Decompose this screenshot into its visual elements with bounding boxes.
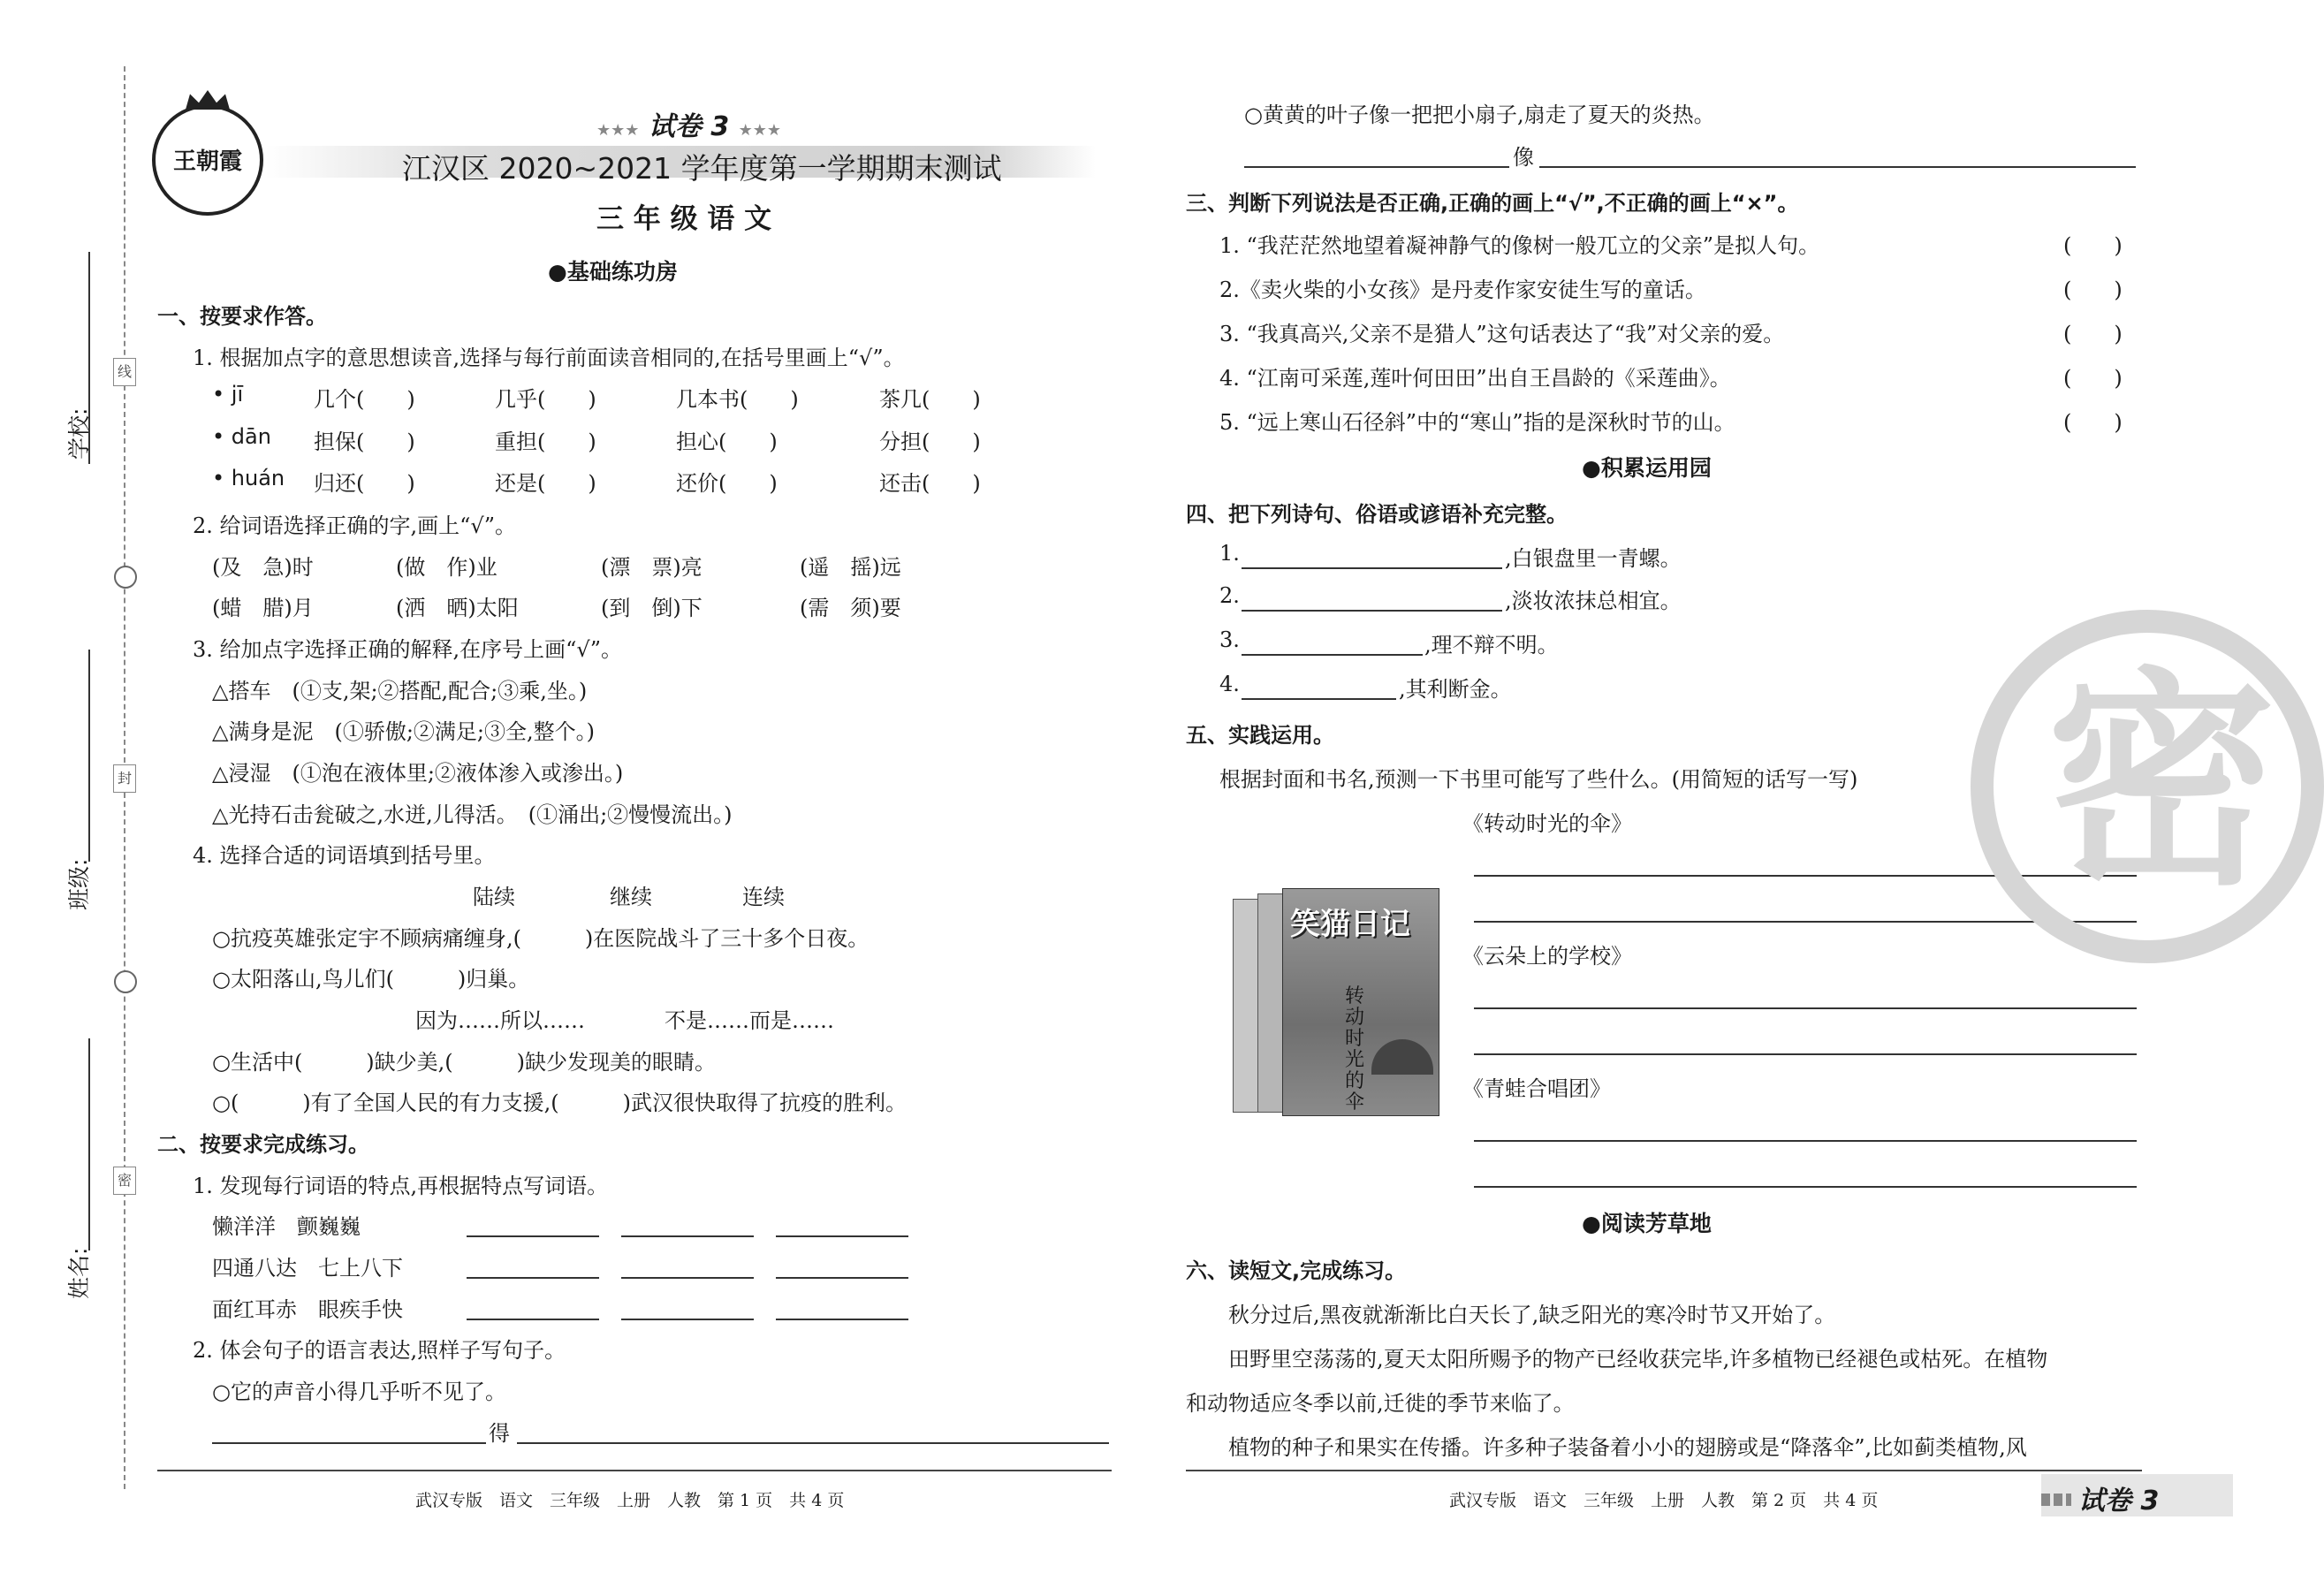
word-group: 面红耳赤 眼疾手快	[212, 1297, 403, 1322]
paper-number	[596, 104, 781, 143]
star-icon: ★★★	[738, 121, 782, 140]
star-icon: ★★★	[596, 121, 640, 140]
stamp-text: 密	[2047, 650, 2276, 916]
word-option: 陆续	[473, 885, 515, 909]
example-sentence: ○它的声音小得几乎听不见了。	[212, 1380, 506, 1404]
fill-no: 2.	[1219, 583, 1240, 608]
book-front	[1282, 888, 1439, 1116]
choice-item[interactable]: 还是( )	[495, 471, 596, 496]
fill-tail: ,白银盘里一青螺。	[1505, 546, 1682, 571]
brand-name: 王朝霞	[172, 148, 242, 175]
answer-blank[interactable]	[467, 1235, 599, 1237]
fill-sentence[interactable]: ○太阳落山,鸟儿们( )归巢。	[212, 967, 530, 992]
meaning-row[interactable]: △搭车 (①支,架;②搭配,配合;③乘,坐。)	[212, 679, 588, 703]
q5-title: 五、实践运用。	[1186, 723, 1334, 748]
paper-number-text: 试卷 3	[648, 111, 730, 142]
answer-blank[interactable]	[517, 1442, 1109, 1444]
word-group: 四通八达 七上八下	[212, 1256, 403, 1281]
name-label: 姓名:	[66, 1247, 92, 1299]
fill-no: 1.	[1219, 541, 1240, 566]
char-choice[interactable]: (做 作)业	[396, 555, 497, 580]
fill-no: 4.	[1219, 672, 1240, 696]
book-title: 《云朵上的学校》	[1462, 944, 1632, 969]
corner-label: 试卷 3	[2078, 1486, 2160, 1516]
answer-blank[interactable]	[776, 1319, 908, 1320]
fill-sentence[interactable]: ○( )有了全国人民的有力支援,( )武汉很快取得了抗疫的胜利。	[212, 1091, 908, 1115]
reading-para: 秋分过后,黑夜就渐渐比白天长了,缺乏阳光的寒冷时节又开始了。	[1228, 1303, 1836, 1327]
answer-blank[interactable]	[776, 1277, 908, 1279]
choice-item[interactable]: 几个( )	[314, 387, 415, 412]
q4-title: 四、把下列诗句、俗语或谚语补充完整。	[1186, 502, 1568, 527]
word-group: 懒洋洋 颤巍巍	[212, 1214, 361, 1239]
binding-hole-1	[114, 566, 137, 589]
de-label: 得	[489, 1421, 510, 1446]
name-field[interactable]	[88, 1038, 90, 1250]
char-choice[interactable]: (需 须)要	[800, 596, 901, 620]
q3-title: 三、判断下列说法是否正确,正确的画上“√”,不正确的画上“×”。	[1186, 191, 1799, 216]
judge-item: 1. “我茫茫然地望着凝神静气的像树一般兀立的父亲”是拟人句。	[1219, 233, 1820, 258]
word-option: 因为……所以……	[415, 1008, 585, 1033]
section-reading: ●阅读芳草地	[1582, 1211, 1712, 1236]
school-label: 学校:	[66, 407, 92, 460]
answer-blank[interactable]	[467, 1277, 599, 1279]
answer-blank[interactable]	[1539, 166, 2136, 168]
word-option: 连续	[742, 885, 785, 909]
choice-item[interactable]: 重担( )	[495, 429, 596, 454]
choice-item[interactable]: 归还( )	[314, 471, 415, 496]
q2-1-prompt: 1. 发现每行词语的特点,再根据特点写词语。	[193, 1174, 609, 1198]
meaning-row[interactable]: △光持石击瓮破之,水迸,儿得活。 (①涌出;②慢慢流出。)	[212, 802, 733, 827]
binding-hole-2	[114, 970, 137, 993]
fill-no: 3.	[1219, 627, 1240, 652]
fill-tail: ,理不辩不明。	[1424, 633, 1559, 657]
footer-rule	[1186, 1470, 2142, 1471]
choice-item[interactable]: 还击( )	[879, 471, 981, 496]
choice-item[interactable]: 担心( )	[676, 429, 778, 454]
judge-item: 2.《卖火柴的小女孩》是丹麦作家安徒生写的童话。	[1219, 277, 1706, 302]
reading-para: 和动物适应冬季以前,迁徙的季节来临了。	[1186, 1391, 1575, 1416]
q1-1-prompt: 1. 根据加点字的意思想读音,选择与每行前面读音相同的,在括号里画上“√”。	[193, 346, 905, 370]
pinyin-label: • dān	[212, 424, 271, 449]
choice-item[interactable]: 担保( )	[314, 429, 415, 454]
crown-icon	[186, 90, 230, 110]
footer-right: 武汉专版 语文 三年级 上册 人教 第 2 页 共 4 页	[1449, 1491, 1879, 1510]
q2-2-prompt: 2. 体会句子的语言表达,照样子写句子。	[193, 1338, 566, 1363]
reading-para: 田野里空荡荡的,夏天太阳所赐予的物产已经收获完毕,许多植物已经褪色或枯死。在植物	[1228, 1347, 2048, 1372]
meaning-row[interactable]: △满身是泥 (①骄傲;②满足;③全,整个。)	[212, 719, 595, 744]
book-cover-subtitle: 转动时光的伞	[1345, 985, 1365, 1114]
meaning-row[interactable]: △浸湿 (①泡在液体里;②液体渗入或渗出。)	[212, 761, 624, 786]
answer-blank[interactable]	[1244, 166, 1509, 168]
answer-blank[interactable]	[1474, 1186, 2137, 1188]
corner-squares-icon	[2041, 1494, 2071, 1506]
answer-blank[interactable]	[621, 1235, 754, 1237]
q5-desc: 根据封面和书名,预测一下书里可能写了些什么。(用简短的话写一写)	[1219, 767, 1858, 792]
judge-paren[interactable]: ( )	[2063, 277, 2123, 302]
judge-paren[interactable]: ( )	[2063, 233, 2123, 258]
fill-tail: ,淡妆浓抹总相宜。	[1505, 589, 1682, 613]
xiang-label: 像	[1513, 145, 1534, 170]
word-option: 不是……而是……	[665, 1008, 834, 1033]
class-field[interactable]	[88, 650, 90, 862]
char-choice[interactable]: (到 倒)下	[601, 596, 703, 620]
reading-para: 植物的种子和果实在传播。许多种子装备着小小的翅膀或是“降落伞”,比如蓟类植物,风	[1228, 1435, 2027, 1460]
footer-rule	[157, 1470, 1112, 1471]
char-choice[interactable]: (及 急)时	[212, 555, 314, 580]
mark-mi: 密	[113, 1167, 136, 1195]
judge-paren[interactable]: ( )	[2063, 366, 2123, 391]
q6-title: 六、读短文,完成练习。	[1186, 1258, 1407, 1283]
q1-title: 一、按要求作答。	[157, 304, 327, 329]
confidential-stamp	[1971, 610, 2324, 963]
answer-blank[interactable]	[621, 1277, 754, 1279]
footer-left: 武汉专版 语文 三年级 上册 人教 第 1 页 共 4 页	[415, 1491, 845, 1510]
answer-blank[interactable]	[621, 1319, 754, 1320]
q1-4-prompt: 4. 选择合适的词语填到括号里。	[193, 843, 496, 868]
judge-item: 3. “我真高兴,父亲不是猎人”这句话表达了“我”对父亲的爱。	[1219, 322, 1785, 346]
q1-2-prompt: 2. 给词语选择正确的字,画上“√”。	[193, 513, 516, 538]
class-label: 班级:	[66, 858, 92, 910]
school-field[interactable]	[88, 252, 90, 464]
answer-blank[interactable]	[1474, 1007, 2137, 1009]
book-cover-image	[1233, 888, 1438, 1116]
exam-subject: 三 年 级 语 文	[596, 203, 772, 235]
book-title: 《青蛙合唱团》	[1462, 1076, 1611, 1101]
section-accum: ●积累运用园	[1582, 455, 1712, 481]
char-choice[interactable]: (漂 票)亮	[601, 555, 703, 580]
pinyin-label: • jī	[212, 382, 244, 407]
answer-blank[interactable]	[1242, 567, 1502, 569]
choice-item[interactable]: 茶几( )	[879, 387, 981, 412]
fill-tail: ,其利断金。	[1399, 677, 1512, 702]
q2-title: 二、按要求完成练习。	[157, 1132, 369, 1157]
mark-feng: 封	[113, 764, 136, 793]
choice-item[interactable]: 几本书( )	[676, 387, 799, 412]
answer-blank[interactable]	[1242, 698, 1396, 700]
exam-title: 江汉区 2020~2021 学年度第一学期期末测试	[402, 151, 1002, 186]
book-title: 《转动时光的伞》	[1462, 811, 1632, 836]
pinyin-label: • huán	[212, 466, 285, 490]
choice-item[interactable]: 还价( )	[676, 471, 778, 496]
book-cover-title: 笑猫日记	[1290, 907, 1410, 942]
section-basic: ●基础练功房	[548, 259, 678, 285]
answer-blank[interactable]	[1474, 1053, 2137, 1055]
choice-item[interactable]: 分担( )	[879, 429, 981, 454]
judge-item: 4. “江南可采莲,莲叶何田田”出自王昌龄的《采莲曲》。	[1219, 366, 1731, 391]
judge-item: 5. “远上寒山石径斜”中的“寒山”指的是深秋时节的山。	[1219, 410, 1735, 435]
judge-paren[interactable]: ( )	[2063, 410, 2123, 435]
answer-blank[interactable]	[212, 1442, 486, 1444]
judge-paren[interactable]: ( )	[2063, 322, 2123, 346]
brand-logo	[152, 104, 263, 216]
answer-blank[interactable]	[1242, 610, 1502, 612]
fill-sentence[interactable]: ○抗疫英雄张定宇不顾病痛缠身,( )在医院战斗了三十多个日夜。	[212, 926, 870, 951]
example-sentence-2: ○黄黄的叶子像一把把小扇子,扇走了夏天的炎热。	[1244, 103, 1715, 127]
word-option: 继续	[610, 885, 652, 909]
answer-blank[interactable]	[776, 1235, 908, 1237]
mark-xian: 线	[113, 358, 136, 386]
char-choice[interactable]: (蜡 腊)月	[212, 596, 314, 620]
char-choice[interactable]: (遥 摇)远	[800, 555, 901, 580]
answer-blank[interactable]	[1242, 654, 1423, 656]
answer-blank[interactable]	[1474, 1140, 2137, 1142]
char-choice[interactable]: (洒 晒)太阳	[396, 596, 519, 620]
q1-3-prompt: 3. 给加点字选择正确的解释,在序号上画“√”。	[193, 637, 622, 662]
answer-blank[interactable]	[467, 1319, 599, 1320]
umbrella-icon	[1371, 1039, 1433, 1075]
choice-item[interactable]: 几乎( )	[495, 387, 596, 412]
fill-sentence[interactable]: ○生活中( )缺少美,( )缺少发现美的眼睛。	[212, 1050, 717, 1075]
